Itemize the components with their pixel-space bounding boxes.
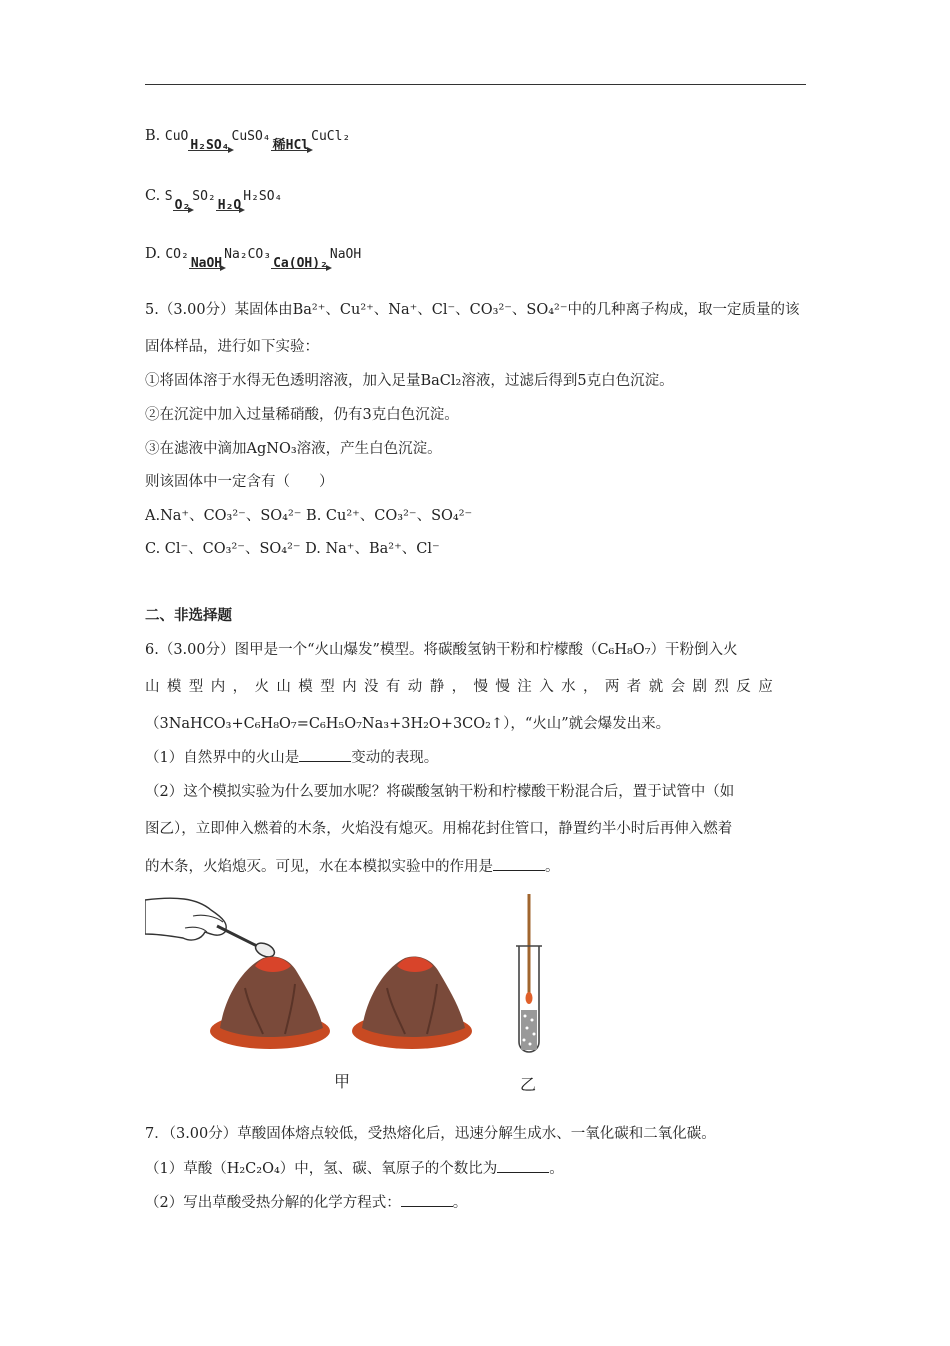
arrow-icon (173, 210, 193, 211)
q6-stem-line1: 6.（3.00分）图甲是一个“火山爆发”模型。将碳酸氢钠干粉和柠檬酸（C₆H₈O₇）干粉倒入火 (145, 642, 738, 658)
q5-stem-line1: 5.（3.00分）某固体由Ba²⁺、Cu²⁺、Na⁺、Cl⁻、CO₃²⁻、SO₄²⁻中的几种离子构成，取一定质量的该 (145, 302, 800, 318)
arrow-icon (271, 150, 311, 151)
q6-sub2-line1: （2）这个模拟实验为什么要加水呢？将碳酸氢钠干粉和柠檬酸干粉混合后，置于试管中（如 (145, 784, 735, 800)
reaction-arrow (173, 186, 193, 213)
reactant: CO₂ (165, 247, 189, 262)
reaction-arrow (189, 244, 224, 271)
header-rule (145, 84, 806, 85)
spoon-icon (217, 926, 277, 960)
intermediate: SO₂ (192, 189, 216, 204)
q6-sub1-text-end: 变动的表现。 (351, 750, 439, 766)
intermediate: CuSO₄ (231, 129, 271, 144)
answer-blank[interactable] (401, 1192, 453, 1207)
volcano-icon (210, 957, 330, 1049)
q5-step1: ①将固体溶于水得无色透明溶液，加入足量BaCl₂溶液，过滤后得到5克白色沉淀。 (145, 373, 674, 389)
arrow-icon (216, 210, 243, 211)
q7-sub2-text-end: 。 (452, 1195, 468, 1211)
reaction-condition: 稀HCl (272, 138, 310, 153)
reactant: CuO (164, 129, 189, 144)
option-label: C. (145, 188, 161, 204)
q6-stem-line2: 山模型内，火山模型内没有动静，慢慢注入水，两者就会剧烈反应 (145, 679, 781, 695)
answer-blank[interactable] (493, 856, 545, 871)
q5-step3: ③在滤液中滴加AgNO₃溶液，产生白色沉淀。 (145, 441, 442, 457)
q5-options-ab: A.Na⁺、CO₃²⁻、SO₄²⁻ B. Cu²⁺、CO₃²⁻、SO₄²⁻ (145, 508, 473, 524)
q6-equation-line: （3NaHCO₃+C₆H₈O₇=C₆H₅O₇Na₃+3H₂O+3CO₂↑），“火山”就会爆发出来。 (145, 716, 671, 732)
reaction-arrow (188, 126, 231, 153)
reaction-condition: Ca(OH)₂ (273, 256, 328, 271)
product: H₂SO₄ (243, 189, 283, 204)
volcano-figure-jia (145, 888, 475, 1068)
reactant: S (164, 189, 173, 204)
q6-sub1-text: （1）自然界中的火山是 (145, 750, 300, 766)
q7-sub1-text-end: 。 (549, 1161, 564, 1177)
product: NaOH (329, 247, 362, 262)
q7-sub1-text: （1）草酸（H₂C₂O₄）中，氢、碳、氧原子的个数比为 (145, 1161, 498, 1177)
q6-sub2-line3 (145, 856, 560, 877)
q4-option-d (145, 244, 362, 271)
q7-stem: 7．（3.00分）草酸固体熔点较低，受热熔化后，迅速分解生成水、一氧化碳和二氧化碳。 (145, 1126, 716, 1142)
figure-caption-jia: 甲 (334, 1072, 351, 1091)
arrow-icon (188, 150, 231, 151)
arrow-icon (189, 268, 224, 269)
q5-stem-line2: 固体样品，进行如下实验： (145, 339, 319, 355)
q6-sub1 (145, 747, 438, 768)
option-label: D. (145, 246, 161, 262)
reaction-arrow (271, 244, 330, 271)
q7-sub1 (145, 1158, 564, 1179)
product: CuCl₂ (311, 129, 351, 144)
q6-sub2-text: 的木条，火焰熄灭。可见，水在本模拟实验中的作用是 (145, 859, 493, 875)
volcano-icon (352, 957, 472, 1049)
figure-caption-yi: 乙 (520, 1075, 537, 1094)
arrow-icon (271, 268, 330, 269)
q7-sub2 (145, 1192, 467, 1213)
section-title: 二、非选择题 (145, 608, 232, 624)
reaction-arrow (271, 126, 311, 153)
test-tube-icon (516, 894, 542, 1052)
q6-sub2-line2: 图乙），立即伸入燃着的木条，火焰没有熄灭。用棉花封住管口，静置约半小时后再伸入燃着 (145, 821, 733, 837)
q5-step2: ②在沉淀中加入过量稀硝酸，仍有3克白色沉淀。 (145, 407, 459, 423)
q4-option-c (145, 186, 283, 213)
answer-blank[interactable] (299, 747, 351, 762)
reaction-condition: H₂O (217, 198, 242, 213)
q6-sub2-text-end: 。 (545, 859, 560, 875)
reaction-condition: O₂ (174, 198, 191, 213)
test-tube-figure-yi (512, 894, 548, 1060)
reaction-arrow (216, 186, 243, 213)
reaction-condition: H₂SO₄ (190, 138, 230, 153)
q4-option-b (145, 126, 351, 153)
reaction-condition: NaOH (190, 256, 223, 271)
intermediate: Na₂CO₃ (224, 247, 272, 262)
option-label: B. (145, 128, 161, 144)
q7-sub2-text: （2）写出草酸受热分解的化学方程式： (145, 1195, 401, 1211)
q5-options-cd: C. Cl⁻、CO₃²⁻、SO₄²⁻ D. Na⁺、Ba²⁺、Cl⁻ (145, 541, 440, 557)
answer-blank[interactable] (497, 1158, 549, 1173)
q5-question: 则该固体中一定含有（ ） (145, 474, 334, 490)
hand-icon (145, 898, 226, 940)
